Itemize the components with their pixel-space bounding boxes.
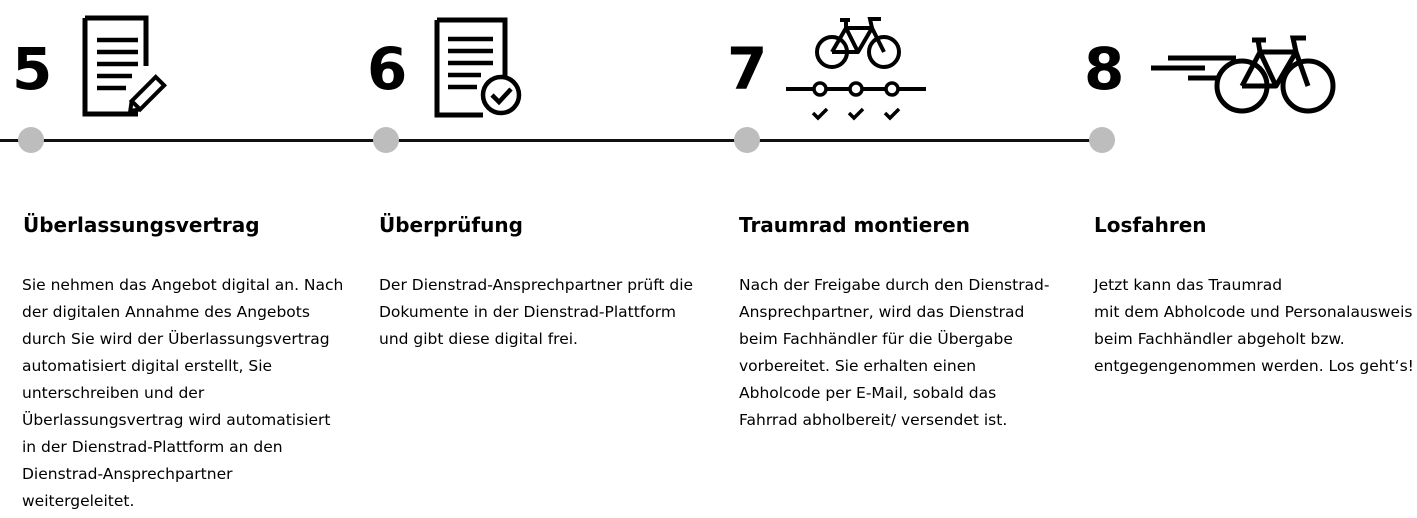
description-line: automatisiert digital erstellt, Sie [22,357,273,375]
description-line: Dienstrad-Ansprechpartner [22,465,233,483]
description-line: Sie nehmen das Angebot digital an. Nach [22,276,344,294]
step-number-5: 5 [12,35,52,103]
description-line: beim Fachhändler abgeholt bzw. [1094,330,1345,348]
timeline-dot-8 [1089,127,1115,153]
description-line: vorbereitet. Sie erhalten einen [739,357,977,375]
step-number-8: 8 [1084,35,1124,103]
description-line: Überlassungsvertrag wird automatisiert [22,411,331,429]
step-title-6: Überprüfung [379,213,523,237]
description-line: Nach der Freigabe durch den Dienstrad- [739,276,1050,294]
step-title-5: Überlassungsvertrag [23,213,260,237]
step-description-8 [1094,272,1414,380]
description-line: Abholcode per E-Mail, sobald das [739,384,997,402]
timeline-dot-5 [18,127,44,153]
description-line: in der Dienstrad-Plattform an den [22,438,283,456]
bike-assembly-icon [784,14,928,126]
document-check-icon [433,17,525,119]
description-line: Dokumente in der Dienstrad-Plattform [379,303,676,321]
description-line: durch Sie wird der Überlassungsvertrag [22,330,330,348]
step-title-8: Losfahren [1094,213,1207,237]
step-title-7: Traumrad montieren [739,213,970,237]
description-line: unterschreiben und der [22,384,205,402]
description-line: Der Dienstrad-Ansprechpartner prüft die [379,276,694,294]
timeline-dot-6 [373,127,399,153]
step-description-6 [379,272,693,353]
step-description-7 [739,272,1050,434]
description-line: beim Fachhändler für die Übergabe [739,330,1013,348]
step-number-7: 7 [727,35,767,103]
step-description-5 [22,272,343,515]
contract-sign-icon [80,14,180,122]
bike-speed-icon [1148,32,1338,116]
timeline-line [0,139,1101,142]
description-line: Ansprechpartner, wird das Dienstrad [739,303,1025,321]
step-number-6: 6 [367,35,407,103]
timeline-dot-7 [734,127,760,153]
description-line: mit dem Abholcode und Personalausweis [1094,303,1413,321]
description-line: entgegengenommen werden. Los geht‘s! [1094,357,1414,375]
description-line: Fahrrad abholbereit/ versendet ist. [739,411,1008,429]
description-line: Jetzt kann das Traumrad [1094,276,1283,294]
description-line: und gibt diese digital frei. [379,330,578,348]
description-line: weitergeleitet. [22,492,135,510]
description-line: der digitalen Annahme des Angebots [22,303,310,321]
